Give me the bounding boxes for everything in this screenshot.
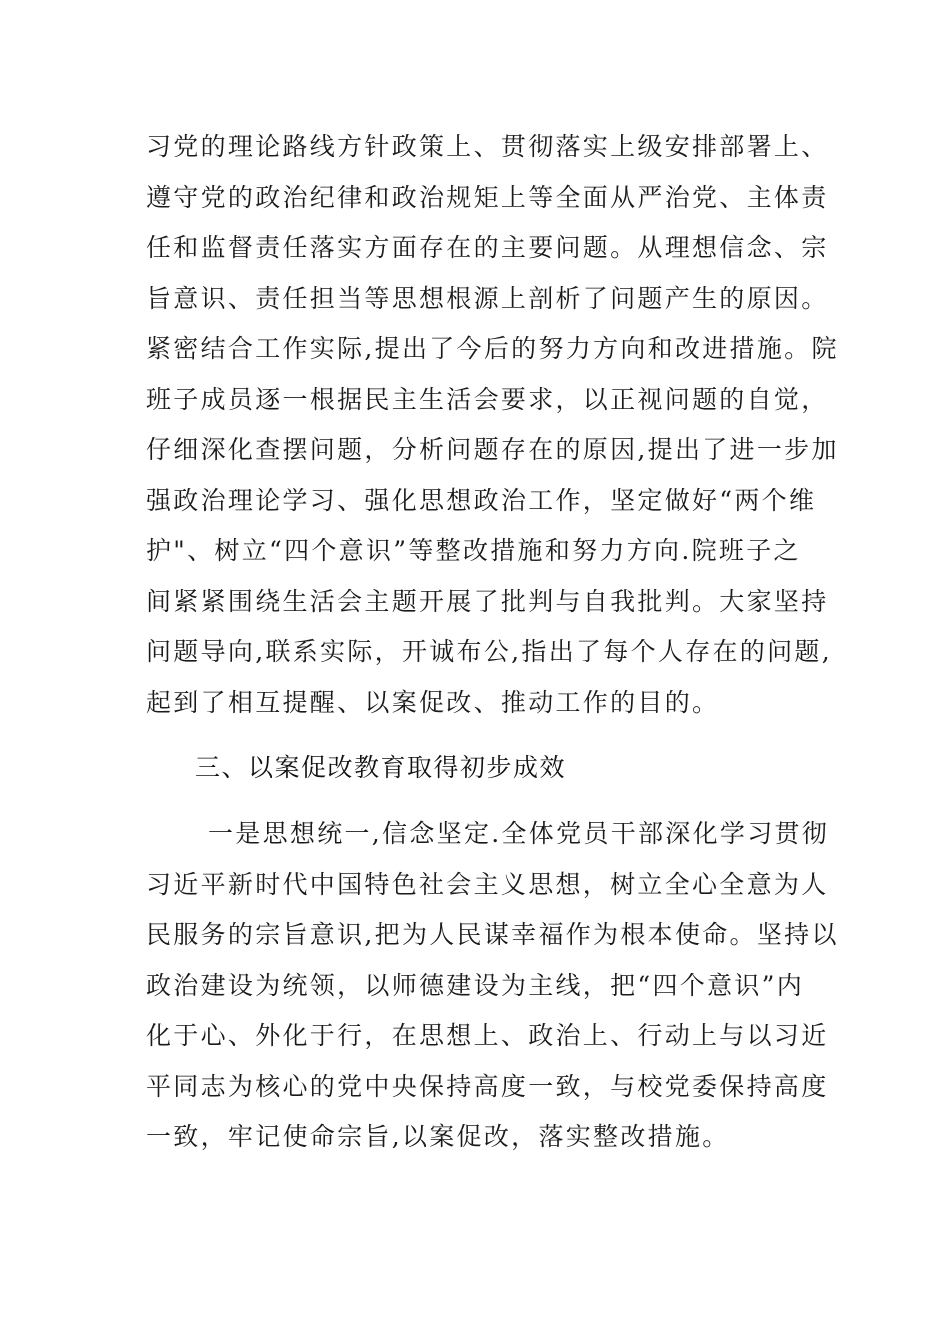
- text-line: 问题导向,联系实际，开诚布公,指出了每个人存在的问题,: [146, 637, 832, 666]
- text-line: 习党的理论路线方针政策上、贯彻落实上级安排部署上、: [146, 132, 829, 161]
- text-line: 遵守党的政治纪律和政治规矩上等全面从严治党、主体责: [146, 182, 829, 212]
- text-line: 护"、树立“四个意识”等整改措施和努力方向.院班子之: [146, 536, 801, 565]
- text-line: 习近平新时代中国特色社会主义思想，树立全心全意为人: [146, 869, 829, 899]
- paragraph-continuation: [146, 122, 839, 728]
- section-heading: 三、以案促改教育取得初步成效: [195, 753, 567, 782]
- text-line: 旨意识、责任担当等思想根源上剖析了问题产生的原因。: [146, 283, 829, 313]
- text-line: 起到了相互提醒、以案促改、推动工作的目的。: [146, 687, 720, 717]
- paragraph-section-three: [146, 809, 839, 1163]
- text-line: 一是思想统一,信念坚定.全体党员干部深化学习贯彻: [208, 819, 830, 848]
- text-line: 班子成员逐一根据民主生活会要求，以正视问题的自觉，: [146, 384, 829, 414]
- text-line: 强政治理论学习、强化思想政治工作，坚定做好“两个维: [146, 485, 817, 515]
- text-line: 紧密结合工作实际,提出了今后的努力方向和改进措施。院: [146, 334, 839, 363]
- text-line: 间紧紧围绕生活会主题开展了批判与自我批判。大家坚持: [146, 586, 829, 616]
- text-line: 政治建设为统领，以师德建设为主线，把“四个意识”内: [146, 970, 805, 1000]
- text-line: 仔细深化查摆问题，分析问题存在的原因,提出了进一步加: [146, 435, 839, 464]
- text-line: 化于心、外化于行，在思想上、政治上、行动上与以习近: [146, 1021, 829, 1050]
- text-line: 平同志为核心的党中央保持高度一致，与校党委保持高度: [146, 1071, 829, 1101]
- text-line: 一致，牢记使命宗旨,以案促改，落实整改措施。: [146, 1122, 730, 1151]
- text-line: 民服务的宗旨意识,把为人民谋幸福作为根本使命。坚持以: [146, 920, 839, 949]
- text-line: 任和监督责任落实方面存在的主要问题。从理想信念、宗: [146, 233, 829, 262]
